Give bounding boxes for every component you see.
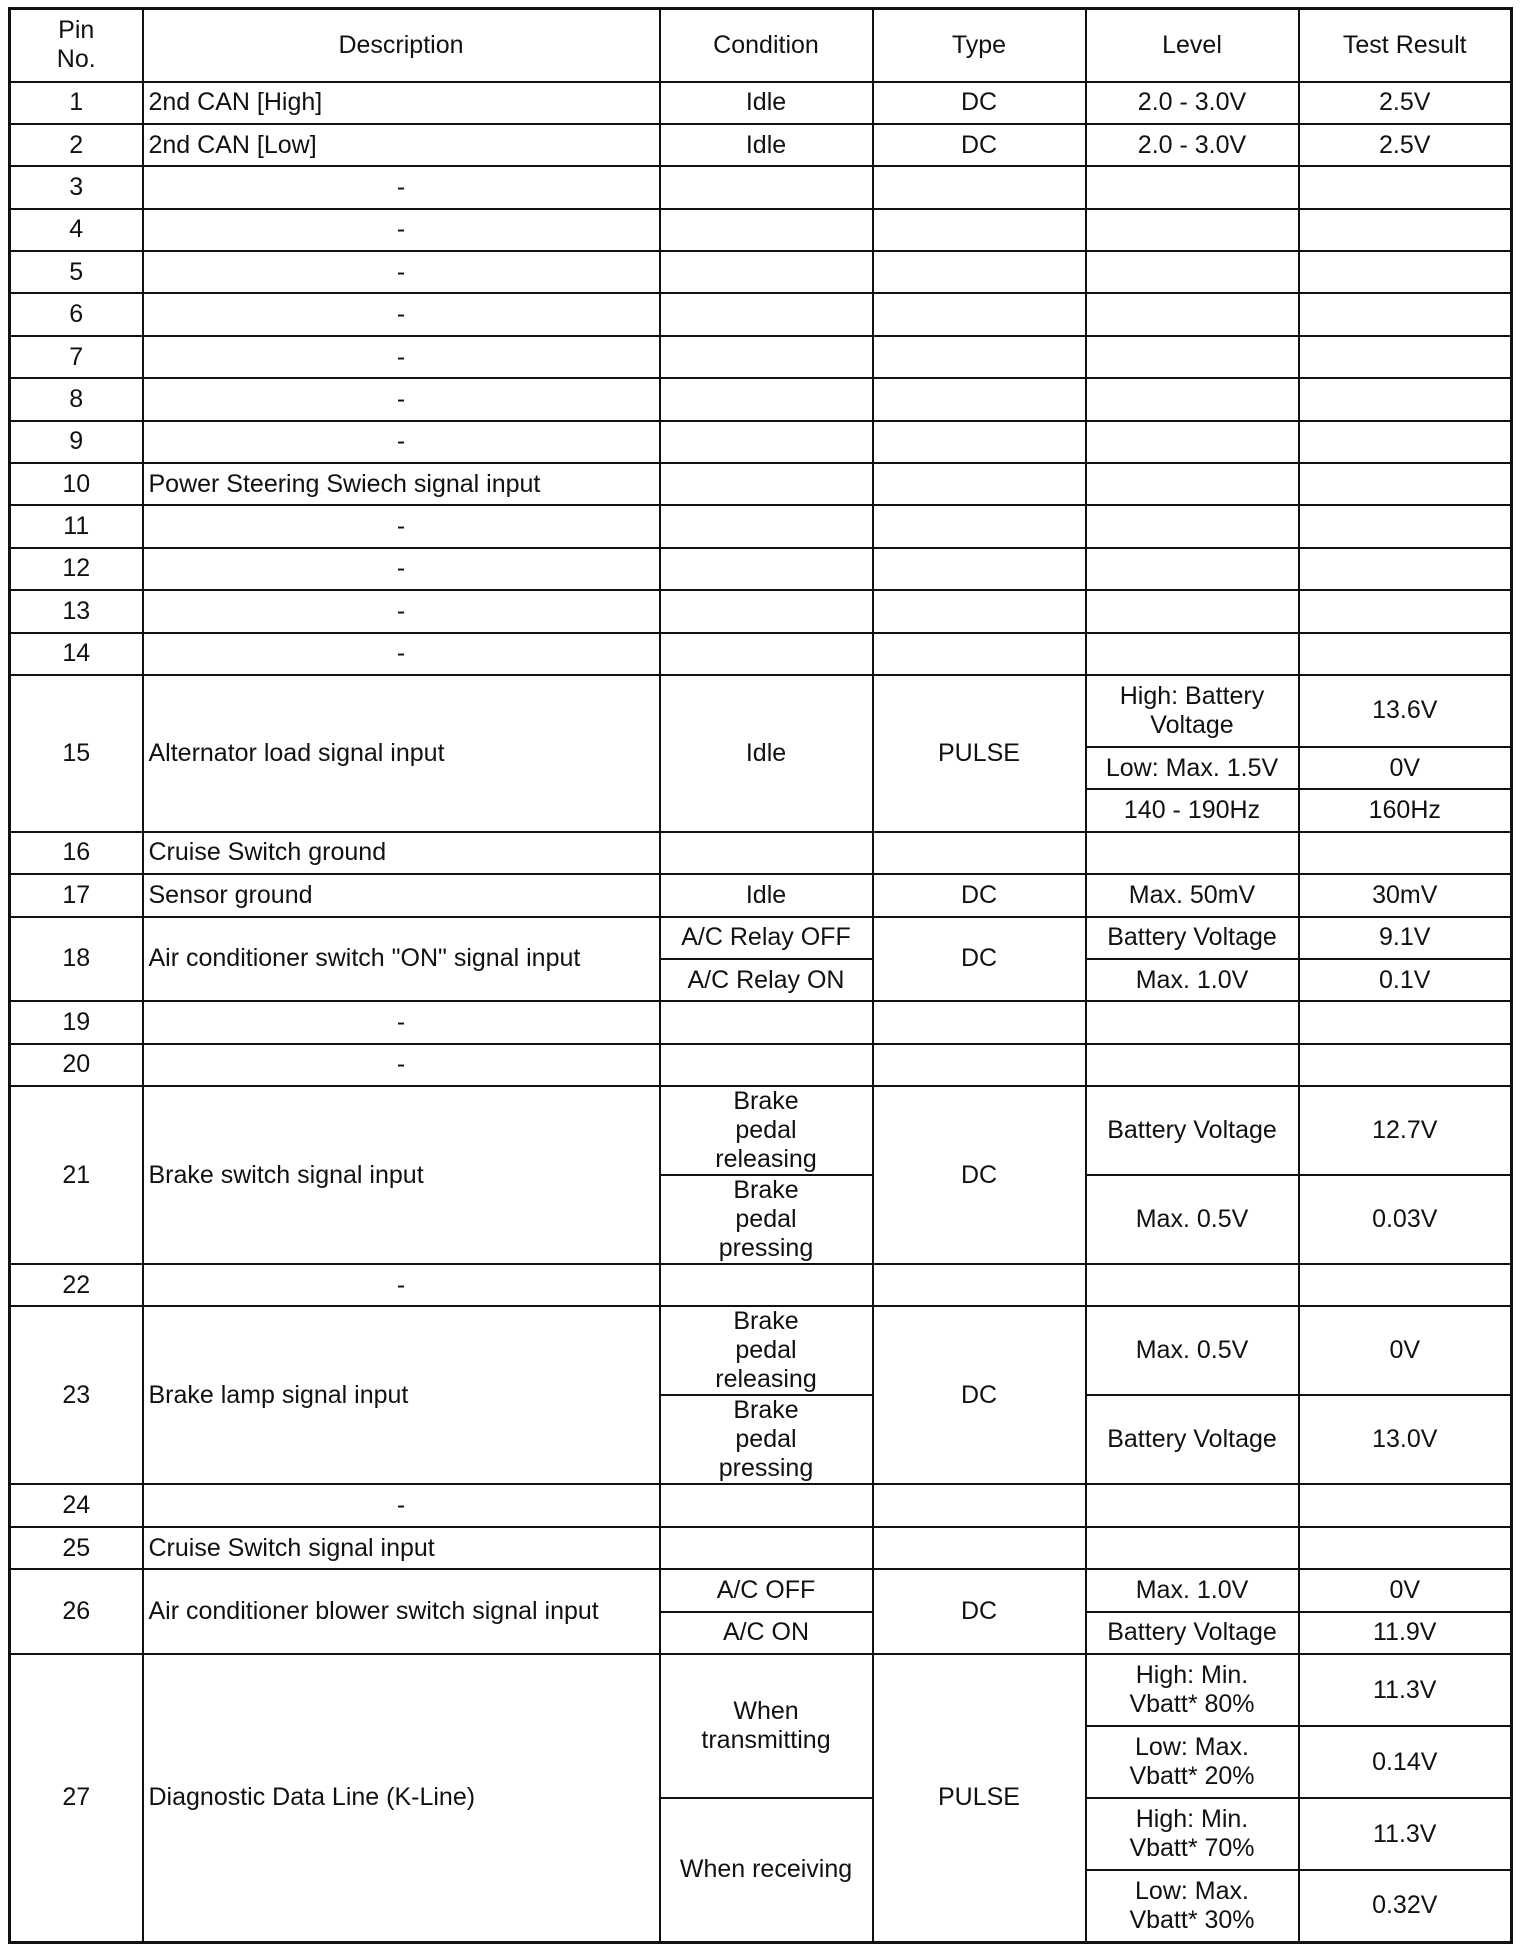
pin-number: 27 bbox=[10, 1654, 143, 1942]
test-result-cell: 11.3V bbox=[1299, 1798, 1512, 1870]
level-cell bbox=[1086, 251, 1299, 293]
level-cell bbox=[1086, 1527, 1299, 1569]
test-result-cell bbox=[1299, 1484, 1512, 1526]
table-row bbox=[10, 251, 1512, 293]
table-row bbox=[10, 1264, 1512, 1306]
description-cell: - bbox=[143, 633, 660, 675]
pin-number: 3 bbox=[10, 166, 143, 208]
condition-cell: A/C ON bbox=[660, 1612, 873, 1654]
description-cell: - bbox=[143, 1264, 660, 1306]
test-result-cell bbox=[1299, 209, 1512, 251]
test-result-cell: 13.6V bbox=[1299, 675, 1512, 747]
test-result-cell bbox=[1299, 421, 1512, 463]
type-cell bbox=[873, 1264, 1086, 1306]
condition-cell bbox=[660, 505, 873, 547]
condition-cell bbox=[660, 590, 873, 632]
test-result-cell: 160Hz bbox=[1299, 789, 1512, 831]
condition-cell bbox=[660, 1264, 873, 1306]
type-cell bbox=[873, 590, 1086, 632]
test-result-cell bbox=[1299, 336, 1512, 378]
level-cell bbox=[1086, 378, 1299, 420]
description-cell: Cruise Switch signal input bbox=[143, 1527, 660, 1569]
condition-cell: A/C Relay OFF bbox=[660, 917, 873, 959]
description-cell: Power Steering Swiech signal input bbox=[143, 463, 660, 505]
condition-cell: Brake pedal releasing bbox=[660, 1306, 873, 1395]
level-cell: Max. 1.0V bbox=[1086, 1569, 1299, 1611]
condition-cell bbox=[660, 421, 873, 463]
type-cell bbox=[873, 421, 1086, 463]
table-row bbox=[10, 590, 1512, 632]
level-cell: Low: Max. Vbatt* 20% bbox=[1086, 1726, 1299, 1798]
pin-number: 1 bbox=[10, 82, 143, 124]
type-cell bbox=[873, 1484, 1086, 1526]
test-result-cell bbox=[1299, 548, 1512, 590]
table-row bbox=[10, 463, 1512, 505]
level-cell: High: Battery Voltage bbox=[1086, 675, 1299, 747]
condition-cell bbox=[660, 251, 873, 293]
table-row bbox=[10, 1306, 1512, 1395]
condition-cell bbox=[660, 463, 873, 505]
table-row bbox=[10, 209, 1512, 251]
test-result-cell bbox=[1299, 1264, 1512, 1306]
level-cell: Battery Voltage bbox=[1086, 917, 1299, 959]
pin-number: 9 bbox=[10, 421, 143, 463]
table-row bbox=[10, 832, 1512, 874]
pin-number: 13 bbox=[10, 590, 143, 632]
table-row bbox=[10, 166, 1512, 208]
description-cell: - bbox=[143, 505, 660, 547]
pin-number: 7 bbox=[10, 336, 143, 378]
level-cell bbox=[1086, 421, 1299, 463]
table-row bbox=[10, 1569, 1512, 1611]
description-cell: - bbox=[143, 548, 660, 590]
test-result-cell: 30mV bbox=[1299, 874, 1512, 916]
table-row bbox=[10, 1086, 1512, 1175]
test-result-cell bbox=[1299, 505, 1512, 547]
test-result-cell: 0.14V bbox=[1299, 1726, 1512, 1798]
pin-number: 21 bbox=[10, 1086, 143, 1264]
pin-number: 19 bbox=[10, 1001, 143, 1043]
level-cell: High: Min. Vbatt* 70% bbox=[1086, 1798, 1299, 1870]
type-cell bbox=[873, 548, 1086, 590]
table-row bbox=[10, 293, 1512, 335]
type-cell bbox=[873, 209, 1086, 251]
test-result-cell: 0.32V bbox=[1299, 1870, 1512, 1942]
description-cell: - bbox=[143, 421, 660, 463]
table-row bbox=[10, 548, 1512, 590]
condition-cell: Brake pedal pressing bbox=[660, 1175, 873, 1264]
test-result-cell bbox=[1299, 633, 1512, 675]
header-row bbox=[10, 9, 1512, 82]
pin-number: 16 bbox=[10, 832, 143, 874]
test-result-cell: 11.9V bbox=[1299, 1612, 1512, 1654]
pin-number: 8 bbox=[10, 378, 143, 420]
condition-cell: Brake pedal pressing bbox=[660, 1395, 873, 1484]
description-cell: - bbox=[143, 1001, 660, 1043]
header-level: Level bbox=[1086, 9, 1299, 82]
condition-cell: Brake pedal releasing bbox=[660, 1086, 873, 1175]
description-cell: - bbox=[143, 166, 660, 208]
level-cell bbox=[1086, 336, 1299, 378]
test-result-cell: 13.0V bbox=[1299, 1395, 1512, 1484]
level-cell: Battery Voltage bbox=[1086, 1086, 1299, 1175]
table-row bbox=[10, 1484, 1512, 1526]
header-test-result: Test Result bbox=[1299, 9, 1512, 82]
table-row bbox=[10, 505, 1512, 547]
table-row bbox=[10, 633, 1512, 675]
test-result-cell bbox=[1299, 1044, 1512, 1086]
condition-cell: When transmitting bbox=[660, 1654, 873, 1798]
test-result-cell: 0.1V bbox=[1299, 959, 1512, 1001]
condition-cell bbox=[660, 166, 873, 208]
level-cell bbox=[1086, 1001, 1299, 1043]
pin-test-table-sheet bbox=[8, 7, 1513, 1944]
level-cell bbox=[1086, 293, 1299, 335]
type-cell bbox=[873, 293, 1086, 335]
table-row bbox=[10, 124, 1512, 166]
condition-cell bbox=[660, 633, 873, 675]
condition-cell: Idle bbox=[660, 675, 873, 832]
condition-cell bbox=[660, 1527, 873, 1569]
type-cell bbox=[873, 633, 1086, 675]
level-cell: High: Min. Vbatt* 80% bbox=[1086, 1654, 1299, 1726]
condition-cell bbox=[660, 1044, 873, 1086]
type-cell bbox=[873, 832, 1086, 874]
table-row bbox=[10, 1654, 1512, 1726]
pin-test-table bbox=[8, 7, 1513, 1944]
header-condition: Condition bbox=[660, 9, 873, 82]
description-cell: Air conditioner blower switch signal input bbox=[143, 1569, 660, 1654]
test-result-cell: 9.1V bbox=[1299, 917, 1512, 959]
description-cell: - bbox=[143, 1484, 660, 1526]
type-cell: PULSE bbox=[873, 1654, 1086, 1942]
type-cell: DC bbox=[873, 874, 1086, 916]
test-result-cell bbox=[1299, 1527, 1512, 1569]
type-cell bbox=[873, 1001, 1086, 1043]
test-result-cell: 12.7V bbox=[1299, 1086, 1512, 1175]
level-cell bbox=[1086, 166, 1299, 208]
pin-number: 18 bbox=[10, 917, 143, 1002]
pin-number: 22 bbox=[10, 1264, 143, 1306]
level-cell: Max. 50mV bbox=[1086, 874, 1299, 916]
level-cell bbox=[1086, 209, 1299, 251]
pin-number: 26 bbox=[10, 1569, 143, 1654]
condition-cell bbox=[660, 1484, 873, 1526]
level-cell bbox=[1086, 832, 1299, 874]
description-cell: Cruise Switch ground bbox=[143, 832, 660, 874]
pin-number: 5 bbox=[10, 251, 143, 293]
condition-cell bbox=[660, 336, 873, 378]
pin-number: 4 bbox=[10, 209, 143, 251]
test-result-cell bbox=[1299, 251, 1512, 293]
condition-cell: When receiving bbox=[660, 1798, 873, 1942]
level-cell: 140 - 190Hz bbox=[1086, 789, 1299, 831]
condition-cell: A/C OFF bbox=[660, 1569, 873, 1611]
type-cell bbox=[873, 336, 1086, 378]
table-row bbox=[10, 917, 1512, 959]
test-result-cell: 0V bbox=[1299, 747, 1512, 789]
test-result-cell bbox=[1299, 378, 1512, 420]
description-cell: 2nd CAN [Low] bbox=[143, 124, 660, 166]
condition-cell: Idle bbox=[660, 82, 873, 124]
description-cell: 2nd CAN [High] bbox=[143, 82, 660, 124]
header-type: Type bbox=[873, 9, 1086, 82]
type-cell bbox=[873, 251, 1086, 293]
test-result-cell: 2.5V bbox=[1299, 124, 1512, 166]
table-row bbox=[10, 1001, 1512, 1043]
level-cell: 2.0 - 3.0V bbox=[1086, 82, 1299, 124]
pin-number: 24 bbox=[10, 1484, 143, 1526]
level-cell bbox=[1086, 633, 1299, 675]
type-cell bbox=[873, 505, 1086, 547]
type-cell bbox=[873, 378, 1086, 420]
type-cell bbox=[873, 463, 1086, 505]
level-cell bbox=[1086, 463, 1299, 505]
pin-number: 25 bbox=[10, 1527, 143, 1569]
level-cell: 2.0 - 3.0V bbox=[1086, 124, 1299, 166]
test-result-cell: 11.3V bbox=[1299, 1654, 1512, 1726]
condition-cell: Idle bbox=[660, 874, 873, 916]
type-cell: DC bbox=[873, 82, 1086, 124]
type-cell: DC bbox=[873, 1569, 1086, 1654]
type-cell bbox=[873, 166, 1086, 208]
description-cell: - bbox=[143, 336, 660, 378]
type-cell: DC bbox=[873, 124, 1086, 166]
test-result-cell bbox=[1299, 1001, 1512, 1043]
level-cell: Low: Max. 1.5V bbox=[1086, 747, 1299, 789]
level-cell bbox=[1086, 1044, 1299, 1086]
level-cell: Low: Max. Vbatt* 30% bbox=[1086, 1870, 1299, 1942]
test-result-cell: 0V bbox=[1299, 1569, 1512, 1611]
condition-cell bbox=[660, 378, 873, 420]
test-result-cell bbox=[1299, 463, 1512, 505]
table-row bbox=[10, 336, 1512, 378]
test-result-cell bbox=[1299, 590, 1512, 632]
pin-number: 14 bbox=[10, 633, 143, 675]
type-cell bbox=[873, 1044, 1086, 1086]
test-result-cell: 0V bbox=[1299, 1306, 1512, 1395]
description-cell: - bbox=[143, 590, 660, 632]
table-row bbox=[10, 378, 1512, 420]
test-result-cell bbox=[1299, 166, 1512, 208]
description-cell: - bbox=[143, 209, 660, 251]
description-cell: - bbox=[143, 293, 660, 335]
pin-number: 15 bbox=[10, 675, 143, 832]
pin-number: 10 bbox=[10, 463, 143, 505]
table-row bbox=[10, 675, 1512, 747]
condition-cell bbox=[660, 209, 873, 251]
description-cell: - bbox=[143, 1044, 660, 1086]
test-result-cell: 2.5V bbox=[1299, 82, 1512, 124]
condition-cell bbox=[660, 1001, 873, 1043]
test-result-cell: 0.03V bbox=[1299, 1175, 1512, 1264]
table-row bbox=[10, 421, 1512, 463]
pin-number: 20 bbox=[10, 1044, 143, 1086]
description-cell: Alternator load signal input bbox=[143, 675, 660, 832]
pin-number: 6 bbox=[10, 293, 143, 335]
table-row bbox=[10, 1527, 1512, 1569]
type-cell: PULSE bbox=[873, 675, 1086, 832]
level-cell bbox=[1086, 548, 1299, 590]
description-cell: Brake switch signal input bbox=[143, 1086, 660, 1264]
level-cell bbox=[1086, 1484, 1299, 1526]
level-cell bbox=[1086, 590, 1299, 632]
description-cell: Brake lamp signal input bbox=[143, 1306, 660, 1484]
pin-number: 2 bbox=[10, 124, 143, 166]
type-cell: DC bbox=[873, 1086, 1086, 1264]
description-cell: - bbox=[143, 378, 660, 420]
pin-number: 12 bbox=[10, 548, 143, 590]
level-cell: Max. 1.0V bbox=[1086, 959, 1299, 1001]
condition-cell bbox=[660, 832, 873, 874]
test-result-cell bbox=[1299, 293, 1512, 335]
header-description: Description bbox=[143, 9, 660, 82]
test-result-cell bbox=[1299, 832, 1512, 874]
pin-number: 11 bbox=[10, 505, 143, 547]
level-cell: Battery Voltage bbox=[1086, 1395, 1299, 1484]
condition-cell: Idle bbox=[660, 124, 873, 166]
condition-cell bbox=[660, 548, 873, 590]
description-cell: - bbox=[143, 251, 660, 293]
pin-number: 23 bbox=[10, 1306, 143, 1484]
table-row bbox=[10, 1044, 1512, 1086]
level-cell bbox=[1086, 1264, 1299, 1306]
table-row bbox=[10, 82, 1512, 124]
condition-cell: A/C Relay ON bbox=[660, 959, 873, 1001]
table-row bbox=[10, 874, 1512, 916]
condition-cell bbox=[660, 293, 873, 335]
type-cell bbox=[873, 1527, 1086, 1569]
level-cell: Max. 0.5V bbox=[1086, 1175, 1299, 1264]
description-cell: Air conditioner switch "ON" signal input bbox=[143, 917, 660, 1002]
description-cell: Diagnostic Data Line (K-Line) bbox=[143, 1654, 660, 1942]
type-cell: DC bbox=[873, 917, 1086, 1002]
pin-number: 17 bbox=[10, 874, 143, 916]
level-cell bbox=[1086, 505, 1299, 547]
type-cell: DC bbox=[873, 1306, 1086, 1484]
level-cell: Battery Voltage bbox=[1086, 1612, 1299, 1654]
level-cell: Max. 0.5V bbox=[1086, 1306, 1299, 1395]
description-cell: Sensor ground bbox=[143, 874, 660, 916]
header-pin: Pin No. bbox=[10, 9, 143, 82]
